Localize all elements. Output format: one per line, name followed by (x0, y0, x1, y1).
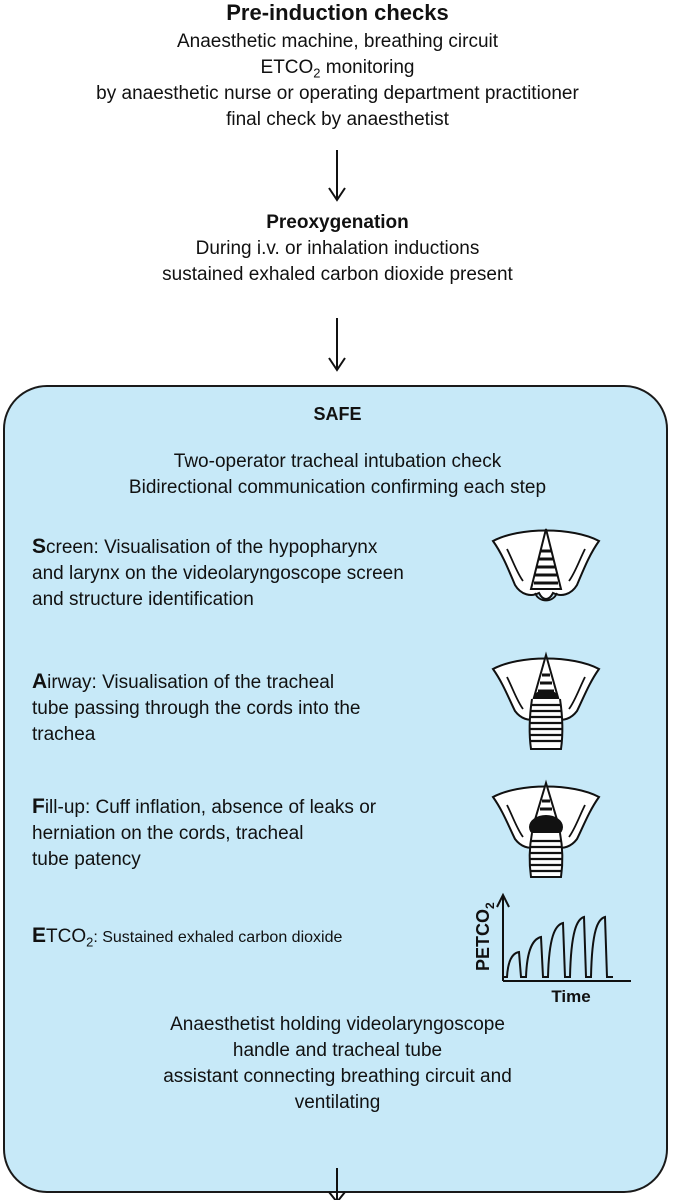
safe-footer-line: Anaesthetist holding videolaryngoscope (170, 1014, 505, 1035)
step-letter: A (32, 670, 48, 693)
step-text: : Sustained exhaled carbon dioxide (93, 929, 343, 946)
capnogram-chart (463, 889, 643, 1007)
step-text: trachea (32, 724, 96, 745)
capnogram-ylabel: $PETCO_2$ (473, 902, 497, 971)
safe-footer (5, 1012, 670, 1116)
pre-induction-line: Anaesthetic machine, breathing circuit (176, 31, 499, 52)
pre-induction-line: final check by anaesthetist (226, 109, 449, 130)
safe-intro-line: Two-operator tracheal intubation check (173, 451, 502, 472)
step-etco2 (32, 923, 492, 951)
etco-label: ETCO (260, 57, 314, 78)
subscript: 2 (86, 934, 94, 950)
safe-footer-line: ventilating (294, 1092, 381, 1113)
safe-intro (5, 449, 670, 501)
down-arrow (325, 318, 349, 372)
safe-footer-line: assistant connecting breathing circuit and (163, 1066, 512, 1087)
safe-title: SAFE (313, 404, 362, 424)
larynx-tube-icon (487, 639, 605, 751)
larynx-view-icon (487, 515, 605, 611)
pre-induction-line: by anaesthetic nurse or operating department practitioner (96, 83, 579, 104)
step-text: and structure identification (32, 589, 254, 610)
monitoring-label: monitoring (320, 57, 415, 78)
pre-induction-title: Pre-induction checks (226, 0, 449, 25)
step-text: irway: Visualisation of the tracheal (47, 672, 335, 693)
step-text: TCO (46, 926, 87, 947)
preoxygenation-line: sustained exhaled carbon dioxide present (162, 264, 513, 285)
step-text: tube patency (32, 849, 141, 870)
step-screen (32, 534, 492, 613)
preoxygenation-title: Preoxygenation (266, 212, 409, 233)
pre-induction-line (0, 55, 675, 81)
safe-footer-line: handle and tracheal tube (232, 1040, 443, 1061)
step-fill-up (32, 794, 492, 873)
preoxygenation-line: During i.v. or inhalation inductions (195, 238, 480, 259)
step-letter: S (32, 535, 47, 558)
step-text: tube passing through the cords into the (32, 698, 361, 719)
safe-intro-line: Bidirectional communication confirming each step (128, 477, 547, 498)
step-letter: E (32, 924, 47, 947)
step-text: herniation on the cords, tracheal (32, 823, 304, 844)
step-letter: F (32, 795, 45, 818)
preoxygenation-section (0, 210, 675, 288)
larynx-cuff-icon (487, 767, 605, 879)
step-text: and larynx on the videolaryngoscope screen (32, 563, 404, 584)
down-arrow (325, 1168, 349, 1200)
safe-box (3, 385, 668, 1193)
step-airway (32, 669, 492, 748)
step-text: ill-up: Cuff inflation, absence of leaks or (44, 797, 377, 818)
pre-induction-section (0, 0, 675, 133)
capnogram-xlabel: Time (551, 987, 591, 1006)
step-text: creen: Visualisation of the hypopharynx (46, 537, 378, 558)
down-arrow (325, 150, 349, 202)
subscript: 2 (313, 65, 321, 81)
